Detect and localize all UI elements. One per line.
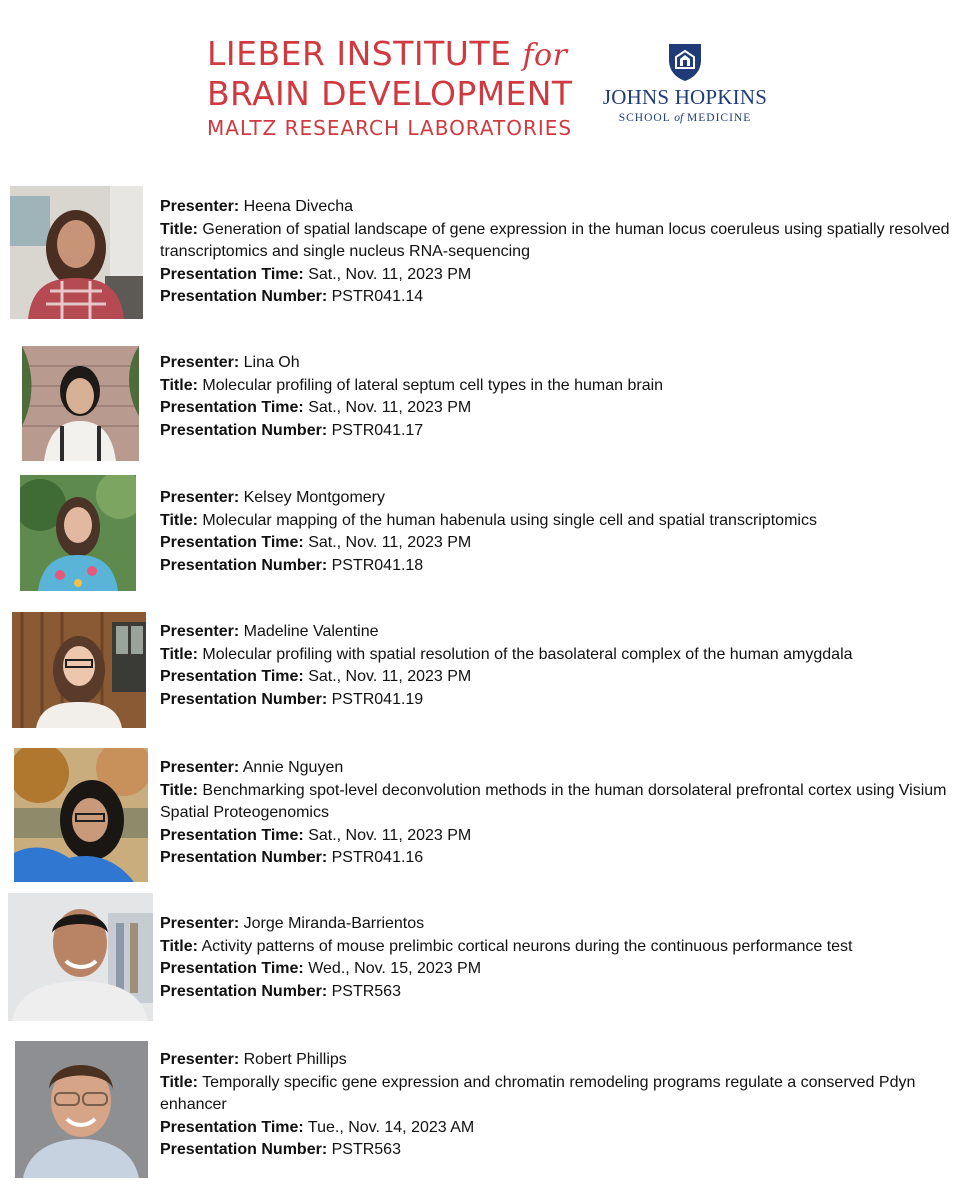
time-label: Presentation Time: [160, 960, 304, 977]
lieber-line2: BRAIN DEVELOPMENT [207, 74, 573, 113]
presentation-title: Temporally specific gene expression and chromatin remodeling programs regulate a conserved Pdyn enhancer [160, 1073, 916, 1113]
time-label: Presentation Time: [160, 826, 304, 844]
title-label: Title: [160, 645, 198, 663]
presenter-label: Presenter: [160, 1051, 240, 1068]
presenter-photo [14, 748, 148, 882]
presentation-title: Activity patterns of mouse prelimbic cortical neurons during the continuous performance test [201, 937, 853, 955]
presentation-title: Generation of spatial landscape of gene expression in the human locus coeruleus using spatially resolved transcriptomics and single nucleus RNA-sequencing [160, 220, 950, 260]
presenter-label: Presenter: [160, 354, 240, 371]
presentation-time: Sat., Nov. 11, 2023 PM [308, 265, 472, 283]
presentation-time: Sat., Nov. 11, 2023 PM [308, 399, 472, 416]
header [0, 0, 958, 160]
time-label: Presentation Time: [160, 399, 304, 416]
presentation-number: PSTR041.17 [331, 421, 424, 439]
presentation-title: Molecular profiling with spatial resolution of the basolateral complex of the human amygdala [202, 645, 853, 663]
presenter-label: Presenter: [160, 623, 240, 640]
presentation-title: Benchmarking spot-level deconvolution methods in the human dorsolateral prefrontal cortex using Visium Spatial Proteogenomics [160, 781, 947, 821]
title-label: Title: [160, 220, 198, 238]
presenter-name: Jorge Miranda-Barrientos [243, 915, 425, 932]
presenter-name: Kelsey Montgomery [243, 489, 385, 506]
time-label: Presentation Time: [160, 265, 304, 283]
lieber-for: for [522, 38, 568, 73]
title-label: Title: [160, 937, 198, 955]
time-label: Presentation Time: [160, 534, 304, 551]
number-label: Presentation Number: [160, 849, 328, 866]
presenter-photo [15, 1041, 148, 1178]
presentation-title: Molecular profiling of lateral septum cell types in the human brain [202, 376, 664, 394]
title-label: Title: [160, 1073, 198, 1091]
jh-school: SCHOOL of MEDICINE [618, 112, 752, 124]
presentation-number: PSTR041.18 [331, 556, 424, 574]
number-label: Presentation Number: [160, 556, 328, 574]
presentation-time: Sat., Nov. 11, 2023 PM [308, 534, 472, 551]
jh-name: JOHNS HOPKINS [602, 85, 768, 109]
presenter-photo [20, 475, 136, 591]
johns-hopkins-logo [600, 42, 770, 124]
presenter-photo [10, 186, 143, 319]
presentation-number: PSTR041.19 [331, 690, 424, 708]
presentation-time: Sat., Nov. 11, 2023 PM [308, 668, 472, 685]
title-label: Title: [160, 376, 198, 394]
number-label: Presentation Number: [160, 288, 328, 305]
title-label: Title: [160, 781, 198, 799]
number-label: Presentation Number: [160, 982, 328, 1000]
presentation-time: Tue., Nov. 14, 2023 AM [307, 1118, 475, 1136]
presenter-name: Robert Phillips [243, 1051, 347, 1068]
lieber-institute-logo [207, 36, 572, 140]
presenter-name: Madeline Valentine [243, 623, 379, 640]
presentation-title: Molecular mapping of the human habenula using single cell and spatial transcriptomics [202, 511, 817, 529]
presenter-name: Annie Nguyen [242, 759, 344, 776]
presenter-label: Presenter: [160, 489, 240, 506]
time-label: Presentation Time: [160, 1118, 304, 1136]
presentation-number: PSTR041.16 [331, 849, 424, 866]
number-label: Presentation Number: [160, 1141, 328, 1158]
lieber-line3: MALTZ RESEARCH LABORATORIES [207, 116, 573, 140]
title-label: Title: [160, 511, 198, 529]
presentation-number: PSTR041.14 [331, 288, 424, 305]
presenter-label: Presenter: [160, 759, 240, 776]
presenter-photo [12, 612, 146, 728]
lieber-line1: LIEBER INSTITUTE [207, 34, 512, 73]
jh-shield-icon [666, 42, 704, 82]
presentation-time: Wed., Nov. 15, 2023 PM [308, 960, 482, 977]
presenter-label: Presenter: [160, 198, 240, 215]
presenter-name: Heena Divecha [243, 198, 354, 215]
presentation-number: PSTR563 [331, 1141, 401, 1158]
presenter-name: Lina Oh [243, 354, 300, 371]
number-label: Presentation Number: [160, 421, 328, 439]
presentation-number: PSTR563 [331, 982, 401, 1000]
time-label: Presentation Time: [160, 668, 304, 685]
presenter-photo [22, 346, 139, 461]
presenter-photo [8, 893, 153, 1021]
presenter-label: Presenter: [160, 915, 240, 932]
number-label: Presentation Number: [160, 690, 328, 708]
presentation-time: Sat., Nov. 11, 2023 PM [308, 826, 472, 844]
